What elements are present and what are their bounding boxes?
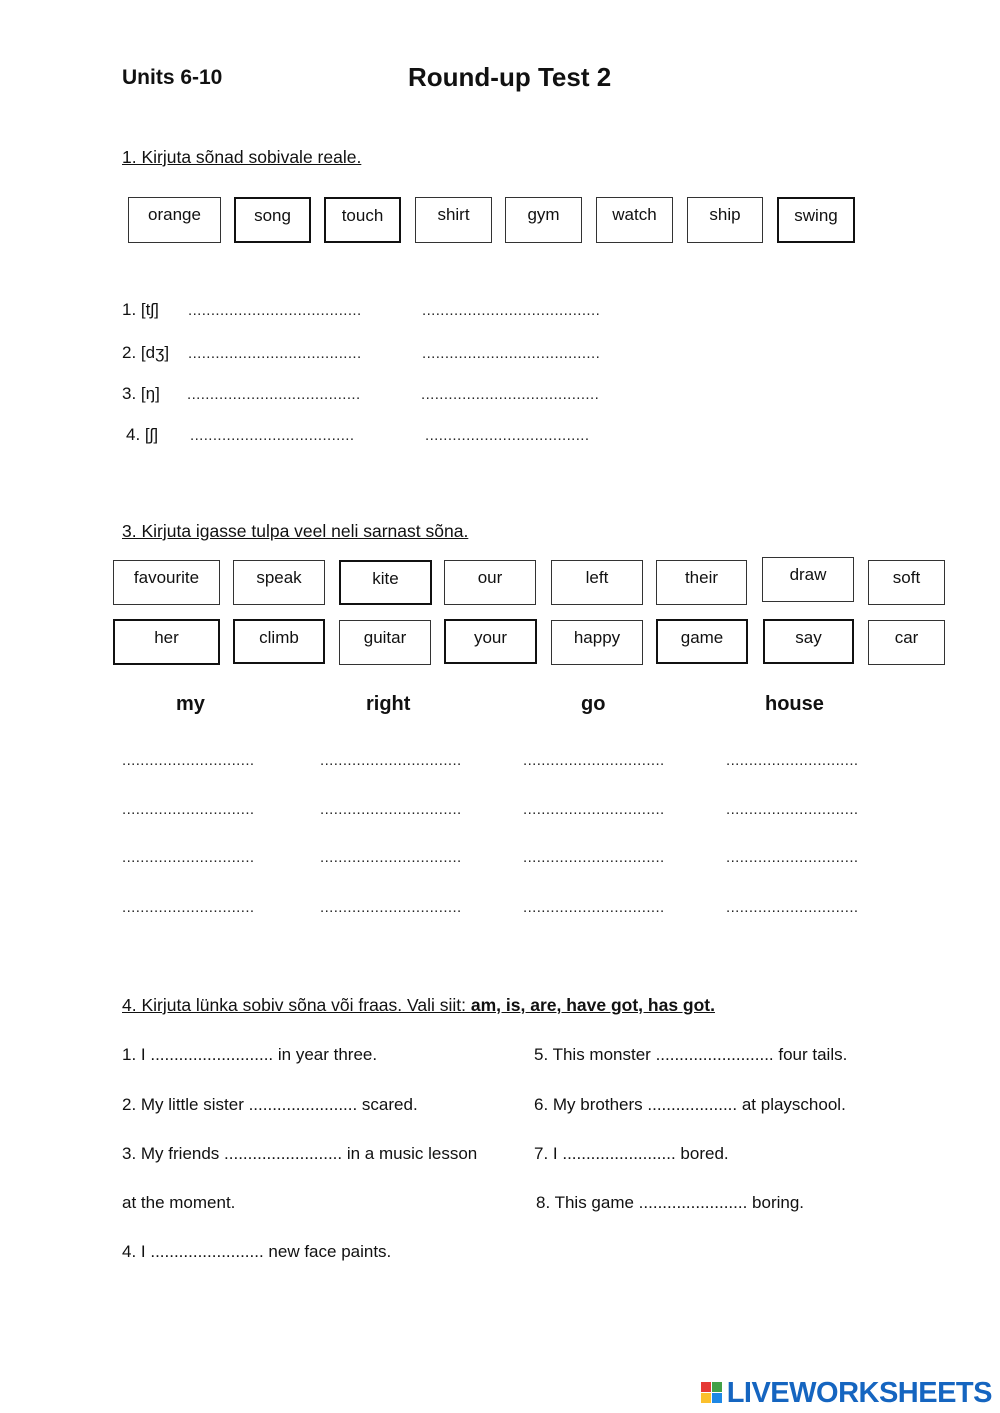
answer-blank[interactable]: ...................................... — [187, 386, 361, 403]
word-box[interactable] — [687, 197, 763, 243]
answer-blank[interactable]: ....................................... — [422, 302, 601, 319]
liveworksheets-logo — [701, 1377, 992, 1410]
word-box[interactable] — [763, 619, 854, 664]
word-box[interactable] — [551, 560, 643, 605]
liveworksheets-logo-text: LIVEWORKSHEETS — [726, 1377, 992, 1409]
word-box[interactable] — [777, 197, 855, 243]
word-label: swing — [794, 206, 838, 225]
word-label: climb — [259, 628, 299, 647]
answer-blank[interactable]: .................................... — [425, 427, 590, 444]
word-box[interactable] — [415, 197, 492, 243]
sentence-4: 4. I ........................ new face paints. — [122, 1242, 392, 1261]
word-label: say — [795, 628, 822, 647]
answer-blank[interactable]: ............................. — [726, 849, 859, 866]
word-label: left — [585, 568, 609, 587]
sound-label: 4. [ʃ] — [126, 425, 159, 444]
column-heading-right: right — [366, 693, 411, 715]
word-box[interactable] — [113, 560, 220, 605]
word-label: car — [894, 628, 919, 647]
answer-blank[interactable]: ............................... — [523, 899, 665, 916]
answer-blank[interactable]: ............................... — [320, 899, 462, 916]
answer-blank[interactable]: ....................................... — [422, 345, 601, 362]
word-label: ship — [709, 205, 741, 224]
word-box[interactable] — [656, 560, 747, 605]
word-label: gym — [527, 205, 560, 224]
sound-label: 2. [dʒ] — [122, 343, 170, 362]
task3-instruction: 3. Kirjuta igasse tulpa veel neli sarnast sõna. — [122, 521, 469, 541]
answer-blank[interactable]: ....................................... — [421, 386, 600, 403]
word-label: guitar — [363, 628, 407, 647]
answer-blank[interactable]: ...................................... — [188, 302, 362, 319]
sentence-7: 7. I ........................ bored. — [534, 1144, 729, 1163]
word-label: game — [680, 628, 724, 647]
task1-instruction: 1. Kirjuta sõnad sobivale reale. — [122, 147, 362, 167]
word-label: favourite — [133, 568, 200, 587]
sentence-6: 6. My brothers ................... at playschool. — [534, 1095, 846, 1114]
column-heading-go: go — [581, 693, 606, 715]
answer-blank[interactable]: ............................... — [320, 849, 462, 866]
answer-blank[interactable]: ............................. — [122, 849, 255, 866]
sentence-8: 8. This game ....................... boring. — [536, 1193, 805, 1212]
answer-blank[interactable]: ............................... — [320, 752, 462, 769]
answer-blank[interactable]: ............................. — [122, 899, 255, 916]
word-box[interactable] — [128, 197, 221, 243]
liveworksheets-logo-icon — [701, 1382, 723, 1406]
answer-blank[interactable]: ............................. — [726, 752, 859, 769]
units-label: Units 6-10 — [122, 66, 223, 89]
word-label: their — [684, 568, 719, 587]
task4-instruction — [122, 995, 715, 1016]
task4-options: am, is, are, have got, has got. — [470, 995, 715, 1015]
word-label: speak — [256, 568, 302, 587]
word-box[interactable] — [656, 619, 748, 664]
word-label: happy — [573, 628, 621, 647]
word-box[interactable] — [505, 197, 582, 243]
word-label: our — [477, 568, 503, 587]
sentence-5: 5. This monster ......................... four tails. — [534, 1045, 848, 1064]
word-label: watch — [612, 205, 657, 224]
sound-label: 1. [tʃ] — [122, 300, 159, 319]
word-box[interactable] — [444, 619, 537, 664]
answer-blank[interactable]: ............................... — [523, 752, 665, 769]
column-heading-my: my — [176, 693, 205, 715]
answer-blank[interactable]: ...................................... — [188, 345, 362, 362]
sentence-2: 2. My little sister ....................... scared. — [122, 1095, 418, 1114]
word-label: touch — [341, 206, 384, 225]
sentence-3: 3. My friends ......................... in a music lesson — [122, 1144, 478, 1163]
word-box[interactable] — [339, 620, 431, 665]
word-box[interactable] — [234, 197, 311, 243]
answer-blank[interactable]: ............................. — [726, 801, 859, 818]
task4-instruction-text: 4. Kirjuta lünka sobiv sõna või fraas. Vali siit: — [122, 995, 471, 1015]
page-title: Round-up Test 2 — [408, 62, 612, 92]
word-label: your — [473, 628, 508, 647]
word-box[interactable] — [324, 197, 401, 243]
word-box[interactable] — [233, 619, 325, 664]
word-box[interactable] — [339, 560, 432, 605]
column-heading-house: house — [765, 693, 824, 715]
word-box[interactable] — [113, 619, 220, 665]
answer-blank[interactable]: .................................... — [190, 427, 355, 444]
answer-blank[interactable]: ............................... — [320, 801, 462, 818]
answer-blank[interactable]: ............................... — [523, 849, 665, 866]
word-label: her — [154, 628, 179, 647]
sentence-3-continued: at the moment. — [122, 1193, 236, 1212]
sound-label: 3. [ŋ] — [122, 384, 160, 403]
word-box[interactable] — [551, 620, 643, 665]
word-label: soft — [892, 568, 921, 587]
word-label: shirt — [437, 205, 470, 224]
answer-blank[interactable]: ............................. — [122, 752, 255, 769]
word-label: orange — [148, 205, 201, 224]
answer-blank[interactable]: ............................. — [726, 899, 859, 916]
word-box[interactable] — [233, 560, 325, 605]
word-box[interactable] — [762, 557, 854, 602]
word-label: kite — [372, 569, 399, 588]
word-box[interactable] — [596, 197, 673, 243]
word-label: draw — [789, 565, 827, 584]
answer-blank[interactable]: ............................. — [122, 801, 255, 818]
word-box[interactable] — [868, 620, 945, 665]
word-label: song — [254, 206, 291, 225]
answer-blank[interactable]: ............................... — [523, 801, 665, 818]
word-box[interactable] — [868, 560, 945, 605]
word-box[interactable] — [444, 560, 536, 605]
sentence-1: 1. I .......................... in year three. — [122, 1045, 378, 1064]
